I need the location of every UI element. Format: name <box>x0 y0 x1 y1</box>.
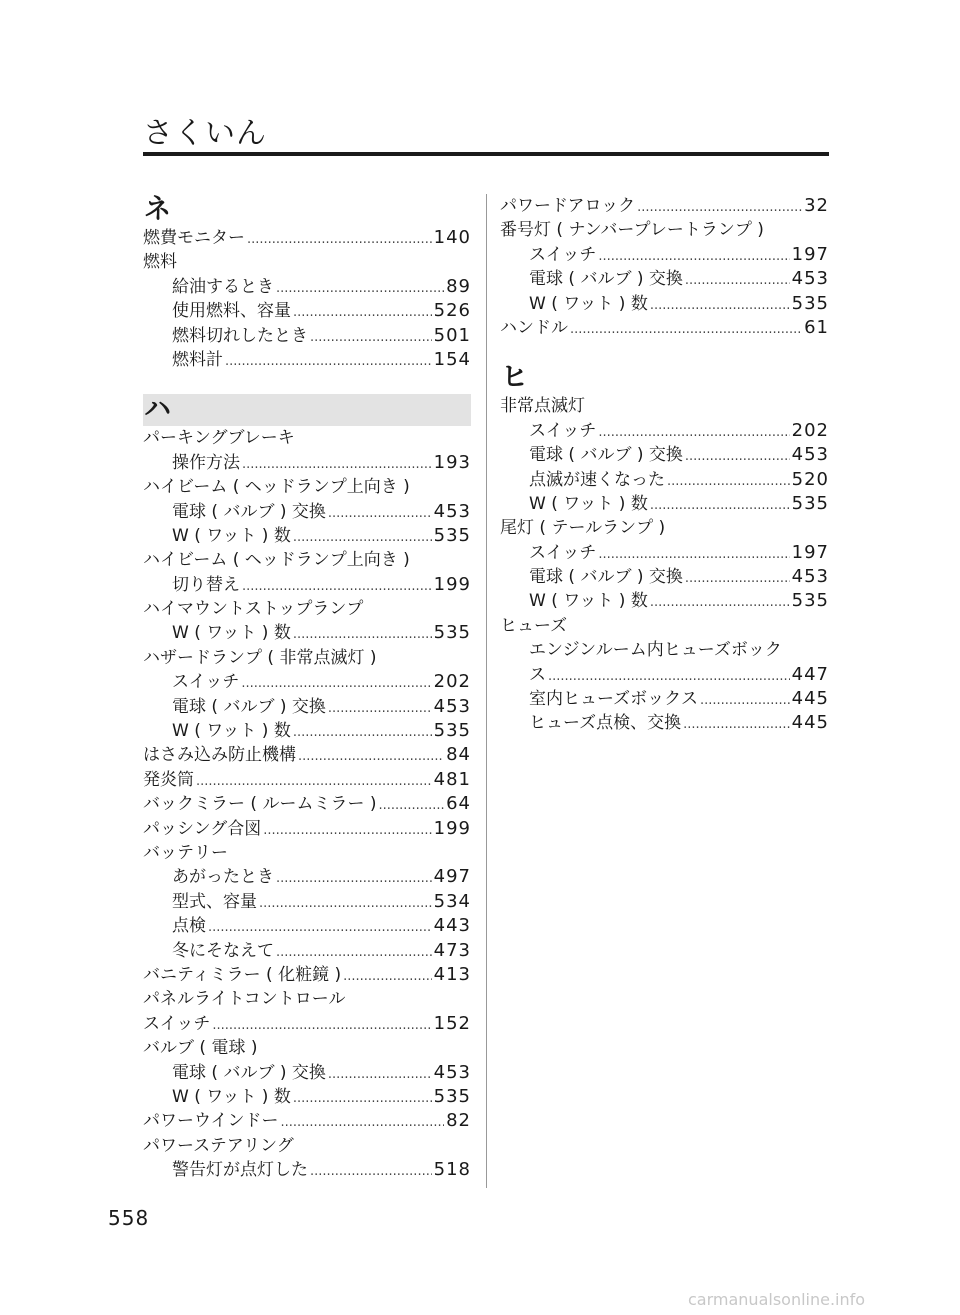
dot-leader <box>212 1014 431 1038</box>
entry-page-number: 453 <box>433 1061 471 1083</box>
entry-label: 電球 ( バルブ ) 交換 <box>529 445 683 466</box>
entry-page-number: 520 <box>791 468 829 490</box>
entry-page-number: 453 <box>791 566 829 588</box>
dot-leader <box>208 916 432 940</box>
index-entry <box>143 299 471 323</box>
index-entry <box>500 243 829 267</box>
entry-label: 番号灯 ( ナンバープレートランプ ) <box>500 220 764 241</box>
entry-label: エンジンルーム内ヒューズボック <box>529 640 782 661</box>
index-section <box>143 194 471 372</box>
entry-label: 操作方法 <box>172 452 240 473</box>
index-entry <box>500 419 829 443</box>
dot-leader <box>667 470 790 494</box>
entry-label: ハザードランプ ( 非常点滅灯 ) <box>143 647 377 668</box>
entry-label: パワードアロック <box>500 196 636 216</box>
entry-page-number: 443 <box>433 915 471 937</box>
entry-label: バニティミラー ( 化粧鏡 ) <box>143 964 342 985</box>
index-entry <box>500 492 829 516</box>
entry-page-number: 535 <box>433 1085 471 1107</box>
index-entry <box>143 914 471 938</box>
dot-leader <box>548 665 790 689</box>
dot-leader <box>685 269 790 293</box>
entry-label: W ( ワット ) 数 <box>172 525 291 546</box>
column-divider <box>486 194 487 1188</box>
index-entry <box>500 614 829 638</box>
entry-page-number: 535 <box>791 492 829 514</box>
entry-label: 燃料切れしたとき <box>172 325 308 346</box>
entry-label: パワーステアリング <box>143 1135 294 1156</box>
entry-page-number: 82 <box>446 1110 471 1132</box>
index-entry <box>143 719 471 743</box>
index-entry <box>143 817 471 841</box>
entry-label: スイッチ <box>529 420 597 441</box>
dot-leader <box>685 567 790 591</box>
index-entry <box>143 548 471 572</box>
entry-page-number: 152 <box>433 1012 471 1034</box>
entry-page-number: 202 <box>791 419 829 441</box>
dot-leader <box>276 867 432 891</box>
dot-leader <box>225 350 432 374</box>
entry-label: ハンドル <box>500 317 568 338</box>
page-title: さくいん <box>143 116 267 151</box>
dot-leader <box>310 1160 432 1184</box>
entry-label: ハイビーム ( ヘッドランプ上向き ) <box>143 477 410 498</box>
entry-page-number: 453 <box>433 695 471 717</box>
section-letter: ハ <box>143 394 471 426</box>
index-entry <box>143 1134 471 1158</box>
entry-label: 使用燃料、容量 <box>172 301 291 322</box>
entry-page-number: 445 <box>791 712 829 734</box>
dot-leader <box>276 941 432 965</box>
dot-leader <box>247 228 432 252</box>
index-entry <box>500 565 829 589</box>
entry-page-number: 413 <box>433 963 471 985</box>
entry-label: パーキングブレーキ <box>143 428 295 449</box>
header-rule <box>143 152 829 156</box>
entry-label: 非常点滅灯 <box>500 396 585 417</box>
entry-page-number: 453 <box>791 444 829 466</box>
index-entry <box>500 711 829 735</box>
entry-label: W ( ワット ) 数 <box>529 493 648 514</box>
index-entry <box>143 500 471 524</box>
entry-page-number: 193 <box>433 451 471 473</box>
index-entry <box>143 987 471 1011</box>
index-entry <box>500 267 829 291</box>
watermark: carmanualsonline.info <box>688 1290 866 1309</box>
entry-page-number: 84 <box>446 744 471 766</box>
entry-label: パネルライトコントロール <box>143 989 346 1010</box>
index-entry <box>143 1012 471 1036</box>
index-entry <box>143 621 471 645</box>
entry-label: はさみ込み防止機構 <box>143 745 296 766</box>
entry-page-number: 197 <box>791 541 829 563</box>
entry-page-number: 501 <box>433 324 471 346</box>
index-entry <box>500 687 829 711</box>
entry-label: スイッチ <box>529 542 597 563</box>
entry-label: 電球 ( バルブ ) 交換 <box>529 567 683 588</box>
entry-page-number: 64 <box>446 793 471 815</box>
entry-page-number: 535 <box>791 590 829 612</box>
index-entry <box>143 524 471 548</box>
entry-page-number: 199 <box>433 817 471 839</box>
dot-leader <box>293 623 432 647</box>
entry-page-number: 535 <box>433 622 471 644</box>
dot-leader <box>328 502 432 526</box>
dot-leader <box>328 1063 432 1087</box>
index-entry <box>143 792 471 816</box>
dot-leader <box>276 277 444 301</box>
entry-page-number: 535 <box>791 292 829 314</box>
entry-page-number: 526 <box>433 300 471 322</box>
entry-label: ヒューズ点検、交換 <box>529 713 682 734</box>
entry-label: バックミラー ( ルームミラー ) <box>143 794 377 815</box>
index-entry <box>500 468 829 492</box>
entry-page-number: 199 <box>433 573 471 595</box>
index-entry <box>500 516 829 540</box>
entry-label: W ( ワット ) 数 <box>529 293 648 314</box>
entry-page-number: 154 <box>433 348 471 370</box>
entry-label: 点滅が速くなった <box>529 469 665 490</box>
index-entry <box>500 541 829 565</box>
entry-label: バルブ ( 電球 ) <box>143 1038 258 1059</box>
dot-leader <box>685 445 790 469</box>
dot-leader <box>343 965 432 989</box>
entry-label: 発炎筒 <box>143 769 194 790</box>
dot-leader <box>263 819 431 843</box>
entry-label: W ( ワット ) 数 <box>529 591 648 612</box>
entry-page-number: 473 <box>433 939 471 961</box>
entry-label: スイッチ <box>143 1013 211 1034</box>
index-entry <box>143 695 471 719</box>
dot-leader <box>310 326 432 350</box>
dot-leader <box>293 721 432 745</box>
entry-label: あがったとき <box>172 867 274 888</box>
entry-label: スイッチ <box>172 672 240 693</box>
index-entry <box>500 292 829 316</box>
index-entry <box>143 573 471 597</box>
entry-label: 燃料計 <box>172 349 223 370</box>
entry-label: 切り替え <box>172 574 240 595</box>
index-entry <box>143 939 471 963</box>
entry-label: スイッチ <box>529 244 597 265</box>
entry-label: W ( ワット ) 数 <box>172 623 291 644</box>
entry-page-number: 32 <box>804 195 829 216</box>
entry-label: ハイマウントストップランプ <box>143 599 364 620</box>
dot-leader <box>637 196 802 220</box>
dot-leader <box>298 745 444 769</box>
entry-label: 警告灯が点灯した <box>172 1160 308 1181</box>
index-entry <box>143 348 471 372</box>
index-entry <box>143 451 471 475</box>
index-entry <box>143 1158 471 1182</box>
index-section <box>143 394 471 1182</box>
entry-page-number: 497 <box>433 866 471 888</box>
index-entry <box>143 324 471 348</box>
entry-label: ス <box>529 664 546 685</box>
dot-leader <box>700 689 790 713</box>
entry-page-number: 447 <box>791 663 829 685</box>
entry-label: 燃料 <box>143 252 177 273</box>
entry-label: 燃費モニター <box>143 228 245 248</box>
index-entry <box>143 768 471 792</box>
dot-leader <box>241 672 431 696</box>
index-entry <box>500 316 829 340</box>
index-entry <box>500 443 829 467</box>
entry-page-number: 518 <box>433 1159 471 1181</box>
dot-leader <box>378 794 444 818</box>
entry-label: ハイビーム ( ヘッドランプ上向き ) <box>143 550 410 571</box>
index-entry <box>143 597 471 621</box>
index-entry <box>143 250 471 274</box>
dot-leader <box>650 294 790 318</box>
dot-leader <box>598 421 789 445</box>
dot-leader <box>196 770 432 794</box>
dot-leader <box>650 591 790 615</box>
dot-leader <box>293 1087 432 1111</box>
dot-leader <box>683 713 789 737</box>
index-entry <box>143 865 471 889</box>
index-entry <box>500 194 829 218</box>
index-entry <box>143 841 471 865</box>
entry-page-number: 534 <box>433 890 471 912</box>
entry-label: バッテリー <box>143 842 228 863</box>
entry-page-number: 481 <box>433 768 471 790</box>
index-entry <box>143 670 471 694</box>
dot-leader <box>281 1111 445 1135</box>
entry-label: 電球 ( バルブ ) 交換 <box>172 696 326 717</box>
entry-page-number: 453 <box>791 268 829 290</box>
dot-leader <box>650 494 790 518</box>
page-number: 558 <box>108 1206 150 1230</box>
index-entry <box>143 646 471 670</box>
section-letter: ヒ <box>501 362 528 394</box>
index-column-right <box>500 194 829 736</box>
section-letter: ネ <box>144 194 171 225</box>
dot-leader <box>598 543 789 567</box>
entry-page-number: 140 <box>433 227 471 248</box>
entry-page-number: 535 <box>433 524 471 546</box>
index-entry <box>143 963 471 987</box>
entry-label: W ( ワット ) 数 <box>172 721 291 742</box>
dot-leader <box>259 892 432 916</box>
dot-leader <box>570 318 802 342</box>
index-section <box>500 194 829 340</box>
dot-leader <box>242 453 432 477</box>
entry-label: 型式、容量 <box>172 891 257 912</box>
entry-page-number: 61 <box>804 316 829 338</box>
index-entry <box>500 638 829 662</box>
dot-leader <box>242 575 432 599</box>
index-entry <box>143 1085 471 1109</box>
entry-page-number: 535 <box>433 720 471 742</box>
index-entry <box>143 275 471 299</box>
index-entry <box>143 1036 471 1060</box>
index-entry <box>143 475 471 499</box>
index-entry <box>143 426 471 450</box>
entry-label: ヒューズ <box>500 615 568 636</box>
index-entry <box>143 1109 471 1133</box>
index-entry <box>143 226 471 250</box>
entry-label: 給油するとき <box>172 276 274 297</box>
entry-page-number: 453 <box>433 500 471 522</box>
entry-label: 冬にそなえて <box>172 940 274 961</box>
dot-leader <box>328 697 432 721</box>
index-section <box>500 362 829 735</box>
dot-leader <box>293 301 432 325</box>
index-entry <box>500 218 829 242</box>
entry-label: 点検 <box>172 916 206 937</box>
entry-label: 電球 ( バルブ ) 交換 <box>529 269 683 290</box>
entry-label: パッシング合図 <box>143 818 262 839</box>
dot-leader <box>598 245 789 269</box>
entry-label: W ( ワット ) 数 <box>172 1086 291 1107</box>
index-entry <box>143 743 471 767</box>
index-entry <box>143 1061 471 1085</box>
entry-page-number: 197 <box>791 243 829 265</box>
entry-page-number: 89 <box>446 275 471 297</box>
entry-label: 尾灯 ( テールランプ ) <box>500 518 666 539</box>
entry-label: パワーウインドー <box>143 1111 279 1132</box>
index-entry <box>500 663 829 687</box>
entry-page-number: 202 <box>433 671 471 693</box>
entry-label: 電球 ( バルブ ) 交換 <box>172 1062 326 1083</box>
index-column-left <box>143 194 471 1182</box>
entry-label: 電球 ( バルブ ) 交換 <box>172 501 326 522</box>
dot-leader <box>293 526 432 550</box>
entry-label: 室内ヒューズボックス <box>529 689 698 710</box>
entry-page-number: 445 <box>791 688 829 710</box>
index-entry <box>500 394 829 418</box>
index-entry <box>500 589 829 613</box>
index-entry <box>143 890 471 914</box>
